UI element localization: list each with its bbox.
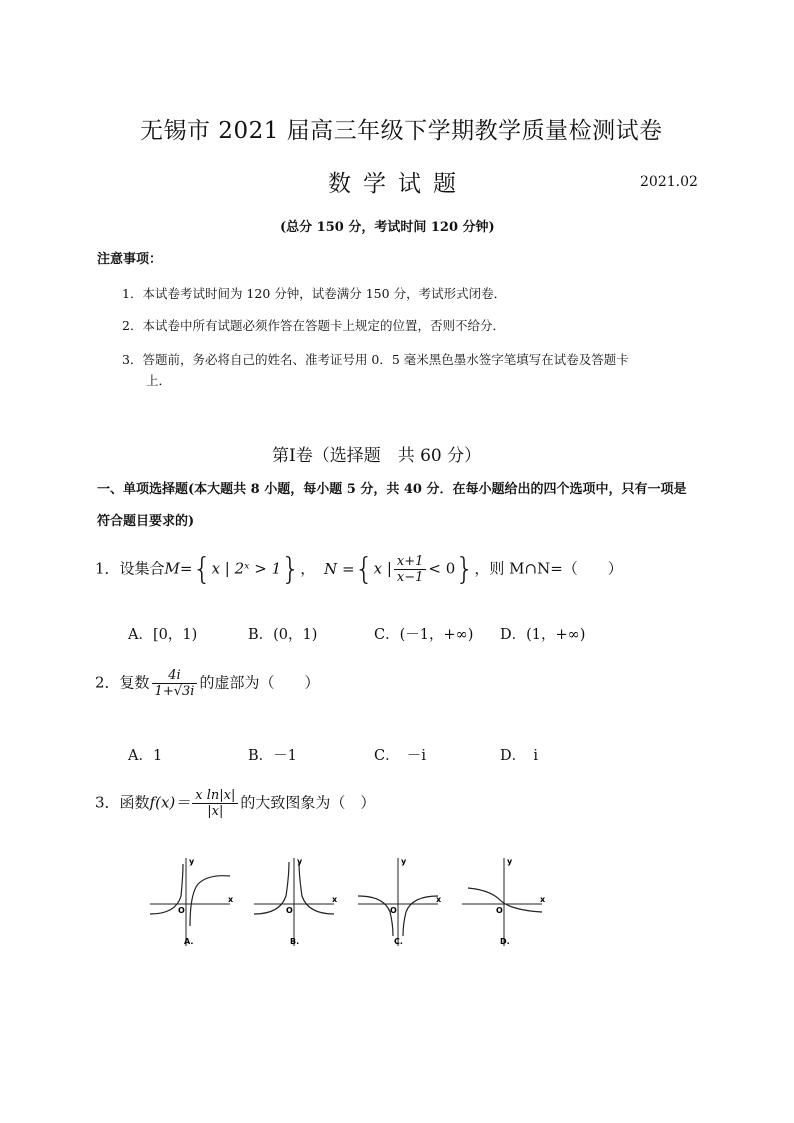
q2-fraction (152, 668, 198, 699)
q2-denominator: 1+√3i (154, 684, 195, 699)
q2-option-d: D． i (500, 748, 539, 764)
axis-x-label: x (228, 895, 234, 904)
question-1 (95, 552, 623, 587)
q3-fraction (192, 788, 238, 819)
axis-x-label: x (436, 895, 442, 904)
brace-close-n: } (455, 552, 475, 587)
set-m-label: M= (164, 559, 193, 578)
graph-label-a: A. (184, 937, 194, 946)
q3-denominator: |x| (207, 804, 224, 819)
section-title: 第Ⅰ卷（选择题 共 60 分） (272, 446, 482, 466)
curve-left (358, 896, 393, 936)
axis-y-label: y (189, 857, 195, 866)
q1-option-a: A．[0，1) (128, 627, 198, 643)
q1-option-d: D．(1，+∞) (500, 627, 586, 643)
brace-open-n: { (354, 552, 374, 587)
set-n-var: x | (373, 559, 392, 578)
axis-y-label: y (297, 857, 303, 866)
q2-option-b: B．－1 (248, 748, 297, 764)
question-1-suffix: ，则 M∩N=（ ） (474, 559, 623, 578)
note-item-3-cont: 上． (146, 373, 172, 388)
note-item-1: 1．本试卷考试时间为 120 分钟，试卷满分 150 分，考试形式闭卷． (122, 286, 507, 301)
q1-option-c: C．(－1，+∞) (374, 627, 474, 643)
exam-subtitle: 数学试题 (328, 171, 468, 197)
set-n-label: N = (324, 559, 355, 578)
note-item-3: 3．答题前，务必将自己的姓名、准考证号用 0．5 毫米黑色墨水签字笔填写在试卷及答题卡 (122, 352, 629, 367)
question-3-suffix: 的大致图象为（ ） (240, 793, 376, 812)
notes-heading: 注意事项： (97, 252, 163, 267)
graph-label-c: C. (394, 937, 403, 946)
set-m-body: x | 2ˣ > 1 (211, 559, 282, 578)
graph-option-c (356, 856, 444, 948)
question-3 (95, 788, 375, 819)
q3-function: f(x)＝ (149, 793, 191, 812)
set-n-tail: < 0 (428, 559, 456, 578)
curve (468, 888, 542, 912)
q2-option-c: C． －i (374, 748, 426, 764)
question-2-prefix: 2．复数 (95, 673, 150, 692)
graph-label-b: B. (290, 937, 300, 946)
brace-close: } (281, 552, 301, 587)
comma: ， (300, 559, 316, 578)
graph-option-a (148, 856, 236, 948)
q2-numerator: 4i (152, 668, 198, 684)
set-n-fraction (394, 554, 427, 585)
exam-date: 2021.02 (640, 174, 698, 190)
graph-option-b (252, 856, 340, 948)
part-instruction-line2: 符合题目要求的) (97, 514, 195, 529)
set-n-numerator: x+1 (394, 554, 427, 570)
origin-label: O (496, 906, 503, 915)
curve-right (403, 896, 438, 936)
origin-label: O (390, 906, 397, 915)
note-item-2: 2．本试卷中所有试题必须作答在答题卡上规定的位置，否则不给分． (122, 318, 505, 333)
origin-label: O (178, 906, 185, 915)
axis-x-label: x (332, 895, 338, 904)
brace-open: { (192, 552, 212, 587)
graph-option-d (460, 856, 548, 948)
exam-title: 无锡市 2021 届高三年级下学期教学质量检测试卷 (140, 118, 663, 144)
graph-label-d: D. (500, 937, 510, 946)
curve-right (190, 876, 230, 926)
score-note: (总分 150 分，考试时间 120 分钟) (280, 220, 495, 235)
axis-y-label: y (401, 857, 407, 866)
curve-left (254, 862, 289, 914)
question-3-prefix: 3．函数 (95, 793, 150, 812)
q2-option-a: A．1 (128, 748, 163, 764)
question-1-prefix: 1．设集合 (95, 559, 165, 578)
axis-y-label: y (507, 857, 513, 866)
axis-x-label: x (540, 895, 546, 904)
question-2-suffix: 的虚部为（ ） (199, 673, 320, 692)
q1-option-b: B．(0，1) (248, 627, 318, 643)
part-instruction-line1: 一、单项选择题(本大题共 8 小题，每小题 5 分，共 40 分．在每小题给出的四个选项中，只有一项是 (97, 482, 687, 497)
curve-right (299, 862, 334, 914)
origin-label: O (286, 906, 293, 915)
question-2 (95, 668, 319, 699)
set-n-denominator: x−1 (396, 570, 424, 585)
q3-numerator: x ln|x| (192, 788, 238, 804)
